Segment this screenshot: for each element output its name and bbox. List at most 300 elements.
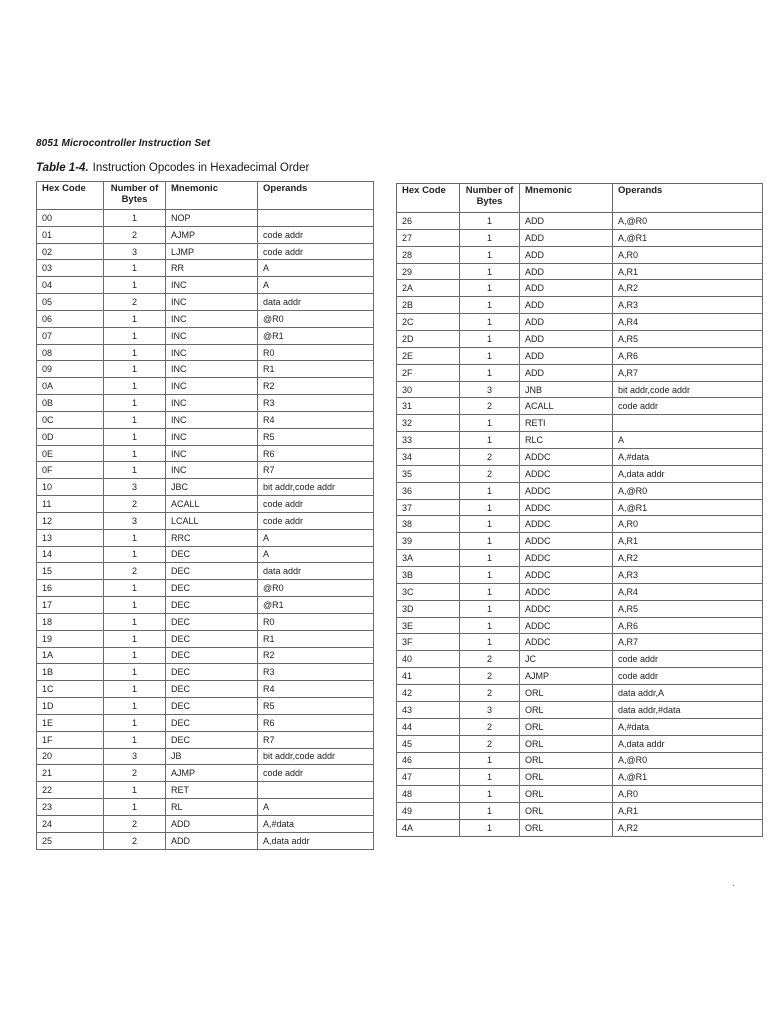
number-of-bytes-cell: 2 xyxy=(460,685,520,702)
number-of-bytes-cell: 1 xyxy=(104,529,166,546)
operands-cell: code addr xyxy=(258,765,374,782)
number-of-bytes-cell: 1 xyxy=(104,546,166,563)
mnemonic-cell: ADDC xyxy=(520,567,613,584)
operands-cell: A xyxy=(613,432,763,449)
number-of-bytes-cell: 3 xyxy=(104,479,166,496)
number-of-bytes-cell: 2 xyxy=(460,465,520,482)
hex-code-cell: 1E xyxy=(37,714,104,731)
operands-cell: R0 xyxy=(258,613,374,630)
number-of-bytes-cell: 1 xyxy=(104,378,166,395)
table-row xyxy=(397,786,763,803)
operands-cell: A xyxy=(258,546,374,563)
table-row xyxy=(37,714,374,731)
operands-cell: R7 xyxy=(258,731,374,748)
number-of-bytes-cell: 1 xyxy=(460,432,520,449)
number-of-bytes-cell: 1 xyxy=(104,327,166,344)
operands-cell: A,data addr xyxy=(258,832,374,849)
hex-code-cell: 0F xyxy=(37,462,104,479)
number-of-bytes-cell: 2 xyxy=(104,563,166,580)
table-row xyxy=(37,832,374,849)
table-row xyxy=(397,600,763,617)
number-of-bytes-cell: 1 xyxy=(460,499,520,516)
hex-code-cell: 10 xyxy=(37,479,104,496)
table-row xyxy=(397,364,763,381)
hex-code-cell: 31 xyxy=(397,398,460,415)
hex-code-cell: 00 xyxy=(37,210,104,227)
hex-code-cell: 3F xyxy=(397,634,460,651)
table-row xyxy=(397,398,763,415)
hex-code-cell: 03 xyxy=(37,260,104,277)
mnemonic-cell: RET xyxy=(166,782,258,799)
operands-cell xyxy=(258,782,374,799)
table-row xyxy=(397,314,763,331)
hex-code-cell: 15 xyxy=(37,563,104,580)
hex-code-cell: 49 xyxy=(397,803,460,820)
hex-code-cell: 21 xyxy=(37,765,104,782)
operands-cell: R5 xyxy=(258,698,374,715)
number-of-bytes-cell: 1 xyxy=(104,395,166,412)
table-row xyxy=(37,731,374,748)
mnemonic-cell: DEC xyxy=(166,664,258,681)
operands-cell: A,R2 xyxy=(613,550,763,567)
mnemonic-cell: ORL xyxy=(520,685,613,702)
hex-code-cell: 28 xyxy=(397,246,460,263)
mnemonic-cell: INC xyxy=(166,462,258,479)
operands-cell: A,R4 xyxy=(613,314,763,331)
number-of-bytes-cell: 2 xyxy=(460,651,520,668)
number-of-bytes-cell: 1 xyxy=(104,260,166,277)
table-row xyxy=(397,701,763,718)
hex-code-cell: 32 xyxy=(397,415,460,432)
operands-cell: R4 xyxy=(258,681,374,698)
table-row xyxy=(37,698,374,715)
mnemonic-cell: ORL xyxy=(520,786,613,803)
mnemonic-cell: ADD xyxy=(520,331,613,348)
table-row xyxy=(37,327,374,344)
operands-cell: bit addr,code addr xyxy=(258,748,374,765)
operands-cell: A,R6 xyxy=(613,617,763,634)
operands-cell xyxy=(258,210,374,227)
column-header-number-of-bytes: Number of Bytes xyxy=(104,182,166,210)
number-of-bytes-cell: 1 xyxy=(460,600,520,617)
table-row xyxy=(37,664,374,681)
number-of-bytes-cell: 2 xyxy=(104,815,166,832)
mnemonic-cell: INC xyxy=(166,294,258,311)
mnemonic-cell: RRC xyxy=(166,529,258,546)
mnemonic-cell: INC xyxy=(166,395,258,412)
mnemonic-cell: NOP xyxy=(166,210,258,227)
operands-cell: code addr xyxy=(258,243,374,260)
table-row xyxy=(37,748,374,765)
mnemonic-cell: ADDC xyxy=(520,499,613,516)
table-row xyxy=(37,647,374,664)
mnemonic-cell: ADDC xyxy=(520,482,613,499)
number-of-bytes-cell: 1 xyxy=(104,277,166,294)
operands-cell: A,@R0 xyxy=(613,482,763,499)
table-row xyxy=(397,617,763,634)
table-row xyxy=(37,512,374,529)
operands-cell: A xyxy=(258,277,374,294)
mnemonic-cell: ACALL xyxy=(520,398,613,415)
hex-code-cell: 38 xyxy=(397,516,460,533)
operands-cell: R4 xyxy=(258,411,374,428)
table-row xyxy=(37,529,374,546)
operands-cell: A,R7 xyxy=(613,634,763,651)
operands-cell: A,#data xyxy=(613,718,763,735)
operands-cell: A,R3 xyxy=(613,297,763,314)
hex-code-cell: 26 xyxy=(397,213,460,230)
mnemonic-cell: ADDC xyxy=(520,583,613,600)
hex-code-cell: 25 xyxy=(37,832,104,849)
operands-cell: R0 xyxy=(258,344,374,361)
table-row xyxy=(37,798,374,815)
number-of-bytes-cell: 1 xyxy=(104,731,166,748)
table-row xyxy=(397,229,763,246)
operands-cell: A,@R1 xyxy=(613,499,763,516)
hex-code-cell: 12 xyxy=(37,512,104,529)
table-row xyxy=(397,668,763,685)
hex-code-cell: 1B xyxy=(37,664,104,681)
mnemonic-cell: DEC xyxy=(166,681,258,698)
table-row xyxy=(37,563,374,580)
hex-code-cell: 2E xyxy=(397,347,460,364)
table-row xyxy=(397,769,763,786)
mnemonic-cell: JBC xyxy=(166,479,258,496)
table-row xyxy=(397,499,763,516)
operands-cell: R6 xyxy=(258,445,374,462)
number-of-bytes-cell: 1 xyxy=(460,516,520,533)
mnemonic-cell: ADD xyxy=(166,832,258,849)
hex-code-cell: 27 xyxy=(397,229,460,246)
operands-cell: A,data addr xyxy=(613,465,763,482)
number-of-bytes-cell: 1 xyxy=(460,229,520,246)
operands-cell: A,data addr xyxy=(613,735,763,752)
table-row xyxy=(397,634,763,651)
mnemonic-cell: ADDC xyxy=(520,465,613,482)
page-speck xyxy=(733,885,734,886)
hex-code-cell: 36 xyxy=(397,482,460,499)
table-row xyxy=(397,718,763,735)
column-header-mnemonic: Mnemonic xyxy=(520,184,613,213)
table-row xyxy=(37,428,374,445)
hex-code-cell: 0A xyxy=(37,378,104,395)
hex-code-cell: 2D xyxy=(397,331,460,348)
number-of-bytes-cell: 2 xyxy=(104,294,166,311)
column-header-operands: Operands xyxy=(613,184,763,213)
operands-cell: R7 xyxy=(258,462,374,479)
table-row xyxy=(37,395,374,412)
hex-code-cell: 20 xyxy=(37,748,104,765)
table-row xyxy=(397,583,763,600)
hex-code-cell: 18 xyxy=(37,613,104,630)
table-row xyxy=(397,482,763,499)
opcode-table-left xyxy=(36,181,374,850)
number-of-bytes-cell: 1 xyxy=(104,428,166,445)
table-row xyxy=(397,297,763,314)
column-header-mnemonic: Mnemonic xyxy=(166,182,258,210)
hex-code-cell: 01 xyxy=(37,226,104,243)
table-row xyxy=(37,445,374,462)
number-of-bytes-cell: 1 xyxy=(104,798,166,815)
number-of-bytes-cell: 1 xyxy=(460,786,520,803)
number-of-bytes-cell: 2 xyxy=(460,735,520,752)
hex-code-cell: 48 xyxy=(397,786,460,803)
number-of-bytes-cell: 1 xyxy=(460,583,520,600)
mnemonic-cell: RLC xyxy=(520,432,613,449)
mnemonic-cell: ADD xyxy=(520,347,613,364)
operands-cell: A,R2 xyxy=(613,819,763,836)
hex-code-cell: 4A xyxy=(397,819,460,836)
table-row xyxy=(37,496,374,513)
table-row xyxy=(397,567,763,584)
number-of-bytes-cell: 1 xyxy=(104,630,166,647)
mnemonic-cell: DEC xyxy=(166,597,258,614)
mnemonic-cell: DEC xyxy=(166,647,258,664)
operands-cell: bit addr,code addr xyxy=(613,381,763,398)
hex-code-cell: 46 xyxy=(397,752,460,769)
operands-cell: R3 xyxy=(258,395,374,412)
operands-cell: data addr xyxy=(258,294,374,311)
operands-cell: A,R4 xyxy=(613,583,763,600)
number-of-bytes-cell: 1 xyxy=(460,347,520,364)
operands-cell: A,R0 xyxy=(613,246,763,263)
table-row xyxy=(397,685,763,702)
mnemonic-cell: ORL xyxy=(520,752,613,769)
mnemonic-cell: INC xyxy=(166,277,258,294)
number-of-bytes-cell: 2 xyxy=(104,226,166,243)
table-row xyxy=(37,462,374,479)
page-header: 8051 Microcontroller Instruction Set xyxy=(36,138,211,149)
number-of-bytes-cell: 1 xyxy=(104,597,166,614)
hex-code-cell: 43 xyxy=(397,701,460,718)
table-row xyxy=(37,765,374,782)
number-of-bytes-cell: 1 xyxy=(104,210,166,227)
hex-code-cell: 1F xyxy=(37,731,104,748)
number-of-bytes-cell: 1 xyxy=(460,331,520,348)
hex-code-cell: 0D xyxy=(37,428,104,445)
mnemonic-cell: INC xyxy=(166,327,258,344)
table-row xyxy=(37,378,374,395)
hex-code-cell: 13 xyxy=(37,529,104,546)
number-of-bytes-cell: 1 xyxy=(460,533,520,550)
mnemonic-cell: RR xyxy=(166,260,258,277)
hex-code-cell: 09 xyxy=(37,361,104,378)
mnemonic-cell: ORL xyxy=(520,769,613,786)
table-row xyxy=(397,263,763,280)
table-row xyxy=(397,213,763,230)
hex-code-cell: 3E xyxy=(397,617,460,634)
operands-cell: R5 xyxy=(258,428,374,445)
table-row xyxy=(397,651,763,668)
mnemonic-cell: DEC xyxy=(166,698,258,715)
hex-code-cell: 22 xyxy=(37,782,104,799)
operands-cell: code addr xyxy=(613,668,763,685)
mnemonic-cell: INC xyxy=(166,411,258,428)
hex-code-cell: 2F xyxy=(397,364,460,381)
table-row xyxy=(397,415,763,432)
operands-cell: A,R3 xyxy=(613,567,763,584)
table-row xyxy=(397,449,763,466)
operands-cell: A xyxy=(258,798,374,815)
number-of-bytes-cell: 1 xyxy=(460,803,520,820)
hex-code-cell: 08 xyxy=(37,344,104,361)
number-of-bytes-cell: 1 xyxy=(460,819,520,836)
table-row xyxy=(37,597,374,614)
number-of-bytes-cell: 1 xyxy=(460,550,520,567)
number-of-bytes-cell: 1 xyxy=(104,411,166,428)
operands-cell: A,R1 xyxy=(613,533,763,550)
hex-code-cell: 23 xyxy=(37,798,104,815)
operands-cell: A,#data xyxy=(613,449,763,466)
table-row xyxy=(37,580,374,597)
mnemonic-cell: JB xyxy=(166,748,258,765)
mnemonic-cell: ADD xyxy=(166,815,258,832)
mnemonic-cell: ADDC xyxy=(520,533,613,550)
mnemonic-cell: INC xyxy=(166,428,258,445)
number-of-bytes-cell: 1 xyxy=(104,361,166,378)
hex-code-cell: 47 xyxy=(397,769,460,786)
hex-code-cell: 0C xyxy=(37,411,104,428)
number-of-bytes-cell: 1 xyxy=(460,482,520,499)
number-of-bytes-cell: 1 xyxy=(104,344,166,361)
column-header-number-of-bytes: Number of Bytes xyxy=(460,184,520,213)
hex-code-cell: 44 xyxy=(397,718,460,735)
operands-cell: R6 xyxy=(258,714,374,731)
table-row xyxy=(37,782,374,799)
number-of-bytes-cell: 2 xyxy=(104,496,166,513)
hex-code-cell: 24 xyxy=(37,815,104,832)
mnemonic-cell: ORL xyxy=(520,803,613,820)
hex-code-cell: 11 xyxy=(37,496,104,513)
number-of-bytes-cell: 2 xyxy=(460,718,520,735)
mnemonic-cell: INC xyxy=(166,310,258,327)
number-of-bytes-cell: 1 xyxy=(460,314,520,331)
mnemonic-cell: DEC xyxy=(166,580,258,597)
number-of-bytes-cell: 1 xyxy=(460,297,520,314)
table-caption xyxy=(36,162,309,174)
table-caption-title: Instruction Opcodes in Hexadecimal Order xyxy=(92,162,310,174)
mnemonic-cell: INC xyxy=(166,344,258,361)
hex-code-cell: 41 xyxy=(397,668,460,685)
table-row xyxy=(37,210,374,227)
table-header-row xyxy=(37,182,374,210)
mnemonic-cell: ADDC xyxy=(520,516,613,533)
mnemonic-cell: ADDC xyxy=(520,449,613,466)
operands-cell: R1 xyxy=(258,361,374,378)
mnemonic-cell: ADD xyxy=(520,280,613,297)
table-caption-label: Table 1-4. xyxy=(36,162,89,174)
hex-code-cell: 35 xyxy=(397,465,460,482)
table-row xyxy=(397,550,763,567)
column-header-hex-code: Hex Code xyxy=(37,182,104,210)
number-of-bytes-cell: 1 xyxy=(460,752,520,769)
operands-cell: A,@R1 xyxy=(613,229,763,246)
table-row xyxy=(397,465,763,482)
table-row xyxy=(397,533,763,550)
hex-code-cell: 2C xyxy=(397,314,460,331)
table-row xyxy=(397,516,763,533)
mnemonic-cell: RL xyxy=(166,798,258,815)
mnemonic-cell: ADD xyxy=(520,314,613,331)
table-row xyxy=(397,246,763,263)
operands-cell: A,R0 xyxy=(613,786,763,803)
operands-cell: A,@R0 xyxy=(613,213,763,230)
hex-code-cell: 2B xyxy=(397,297,460,314)
hex-code-cell: 29 xyxy=(397,263,460,280)
hex-code-cell: 04 xyxy=(37,277,104,294)
mnemonic-cell: ADDC xyxy=(520,550,613,567)
hex-code-cell: 0E xyxy=(37,445,104,462)
mnemonic-cell: ORL xyxy=(520,718,613,735)
operands-cell: A,R0 xyxy=(613,516,763,533)
operands-cell: R2 xyxy=(258,647,374,664)
table-row xyxy=(37,310,374,327)
operands-cell: code addr xyxy=(258,226,374,243)
mnemonic-cell: AJMP xyxy=(166,226,258,243)
operands-cell: @R1 xyxy=(258,327,374,344)
operands-cell: R1 xyxy=(258,630,374,647)
operands-cell: A xyxy=(258,260,374,277)
number-of-bytes-cell: 3 xyxy=(104,512,166,529)
table-row xyxy=(397,432,763,449)
operands-cell: A,R1 xyxy=(613,263,763,280)
operands-cell: A,@R0 xyxy=(613,752,763,769)
operands-cell: data addr xyxy=(258,563,374,580)
mnemonic-cell: AJMP xyxy=(166,765,258,782)
operands-cell: A,#data xyxy=(258,815,374,832)
table-row xyxy=(37,260,374,277)
hex-code-cell: 30 xyxy=(397,381,460,398)
number-of-bytes-cell: 1 xyxy=(104,698,166,715)
mnemonic-cell: INC xyxy=(166,378,258,395)
hex-code-cell: 34 xyxy=(397,449,460,466)
mnemonic-cell: ADDC xyxy=(520,600,613,617)
operands-cell: A,@R1 xyxy=(613,769,763,786)
operands-cell: A xyxy=(258,529,374,546)
table-row xyxy=(397,280,763,297)
number-of-bytes-cell: 3 xyxy=(460,381,520,398)
number-of-bytes-cell: 1 xyxy=(104,462,166,479)
operands-cell: A,R7 xyxy=(613,364,763,381)
table-row xyxy=(37,613,374,630)
operands-cell: code addr xyxy=(258,496,374,513)
hex-code-cell: 33 xyxy=(397,432,460,449)
opcode-table-right xyxy=(396,183,763,837)
operands-cell: A,R2 xyxy=(613,280,763,297)
hex-code-cell: 02 xyxy=(37,243,104,260)
number-of-bytes-cell: 1 xyxy=(104,613,166,630)
number-of-bytes-cell: 2 xyxy=(104,765,166,782)
table-row xyxy=(397,347,763,364)
mnemonic-cell: INC xyxy=(166,445,258,462)
mnemonic-cell: DEC xyxy=(166,630,258,647)
table-row xyxy=(37,411,374,428)
table-row xyxy=(37,294,374,311)
hex-code-cell: 2A xyxy=(397,280,460,297)
number-of-bytes-cell: 1 xyxy=(460,364,520,381)
mnemonic-cell: ACALL xyxy=(166,496,258,513)
table-row xyxy=(397,819,763,836)
number-of-bytes-cell: 1 xyxy=(460,246,520,263)
number-of-bytes-cell: 1 xyxy=(460,567,520,584)
number-of-bytes-cell: 2 xyxy=(460,668,520,685)
mnemonic-cell: ORL xyxy=(520,735,613,752)
operands-cell: @R1 xyxy=(258,597,374,614)
table-row xyxy=(397,803,763,820)
operands-cell: A,R5 xyxy=(613,331,763,348)
mnemonic-cell: ORL xyxy=(520,701,613,718)
hex-code-cell: 05 xyxy=(37,294,104,311)
